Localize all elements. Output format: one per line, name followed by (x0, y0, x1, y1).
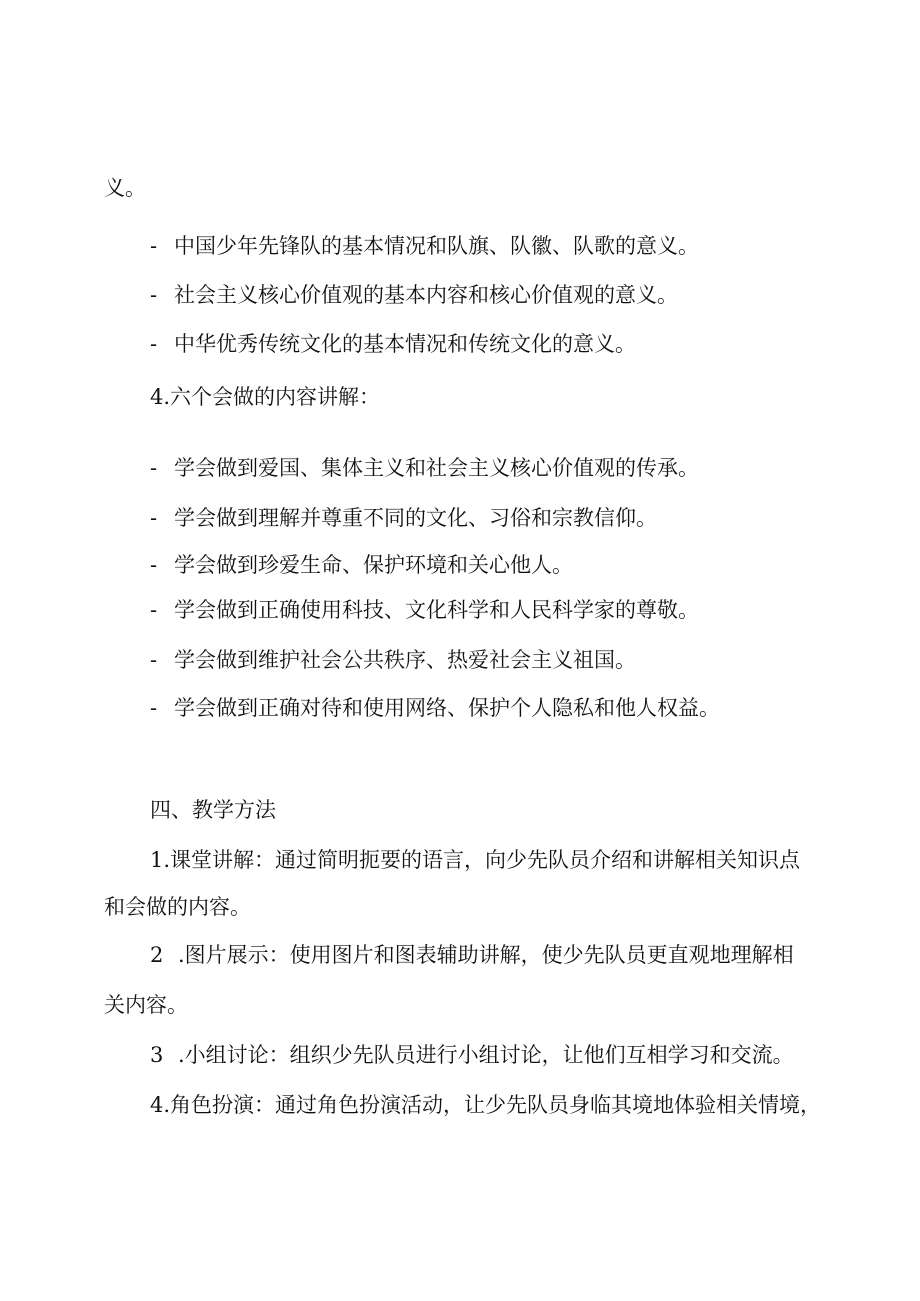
method-number: 2 (150, 943, 164, 967)
method-text: 和会做的内容。 (104, 895, 251, 919)
list-item-text: 学会做到维护社会公共秩序、热爱社会主义祖国。 (174, 648, 636, 672)
list-item (150, 596, 699, 624)
list-item (150, 454, 699, 482)
continuation-text-content: 义。 (104, 176, 146, 200)
list-item-text: 学会做到理解并尊重不同的文化、习俗和宗教信仰。 (174, 506, 657, 530)
method-item-line (150, 846, 800, 874)
list-item-text: 中华优秀传统文化的基本情况和传统文化的意义。 (174, 332, 636, 356)
method-text: .图片展示：使用图片和图表辅助讲解，使少先队员更直观地理解相 (178, 943, 794, 967)
list-item (150, 551, 573, 579)
bullet-dash: - (150, 234, 158, 258)
list-item (150, 694, 720, 722)
method-item-continuation (104, 893, 251, 921)
method-text: 角色扮演：通过角色扮演活动，让少先队员身临其境地体验相关情境， (170, 1093, 822, 1117)
bullet-dash: - (150, 332, 158, 356)
method-item-continuation (104, 991, 188, 1019)
method-text: 关内容。 (104, 993, 188, 1017)
list-item (150, 646, 636, 674)
method-text: .小组讨论：组织少先队员进行小组讨论，让他们互相学习和交流。 (178, 1043, 794, 1067)
bullet-dash: - (150, 283, 158, 307)
list-item-text: 社会主义核心价值观的基本内容和核心价值观的意义。 (174, 283, 678, 307)
bullet-dash: - (150, 696, 158, 720)
list-item (150, 281, 678, 309)
list-item-text: 学会做到正确对待和使用网络、保护个人隐私和他人权益。 (174, 696, 720, 720)
list-item (150, 504, 657, 532)
method-text: 课堂讲解：通过简明扼要的语言，向少先队员介绍和讲解相关知识点 (170, 848, 801, 872)
method-number: 3 (150, 1043, 164, 1067)
list-item-text: 中国少年先锋队的基本情况和队旗、队徽、队歌的意义。 (174, 234, 699, 258)
bullet-dash: - (150, 648, 158, 672)
list-item (150, 330, 636, 358)
section-subheading (150, 383, 380, 411)
list-item-text: 学会做到爱国、集体主义和社会主义核心价值观的传承。 (174, 456, 699, 480)
method-item-line (150, 941, 794, 969)
list-item (150, 232, 699, 260)
section-subheading-text: 4.六个会做的内容讲解： (150, 385, 381, 409)
method-number: 1. (150, 848, 171, 872)
method-item-line (150, 1091, 821, 1119)
continuation-text (104, 174, 146, 202)
section-heading-text: 四、教学方法 (150, 798, 276, 822)
section-heading (150, 796, 276, 824)
bullet-dash: - (150, 598, 158, 622)
bullet-dash: - (150, 456, 158, 480)
bullet-dash: - (150, 506, 158, 530)
method-number: 4. (150, 1093, 171, 1117)
bullet-dash: - (150, 553, 158, 577)
method-item-line (150, 1041, 794, 1069)
list-item-text: 学会做到正确使用科技、文化科学和人民科学家的尊敬。 (174, 598, 699, 622)
list-item-text: 学会做到珍爱生命、保护环境和关心他人。 (174, 553, 573, 577)
